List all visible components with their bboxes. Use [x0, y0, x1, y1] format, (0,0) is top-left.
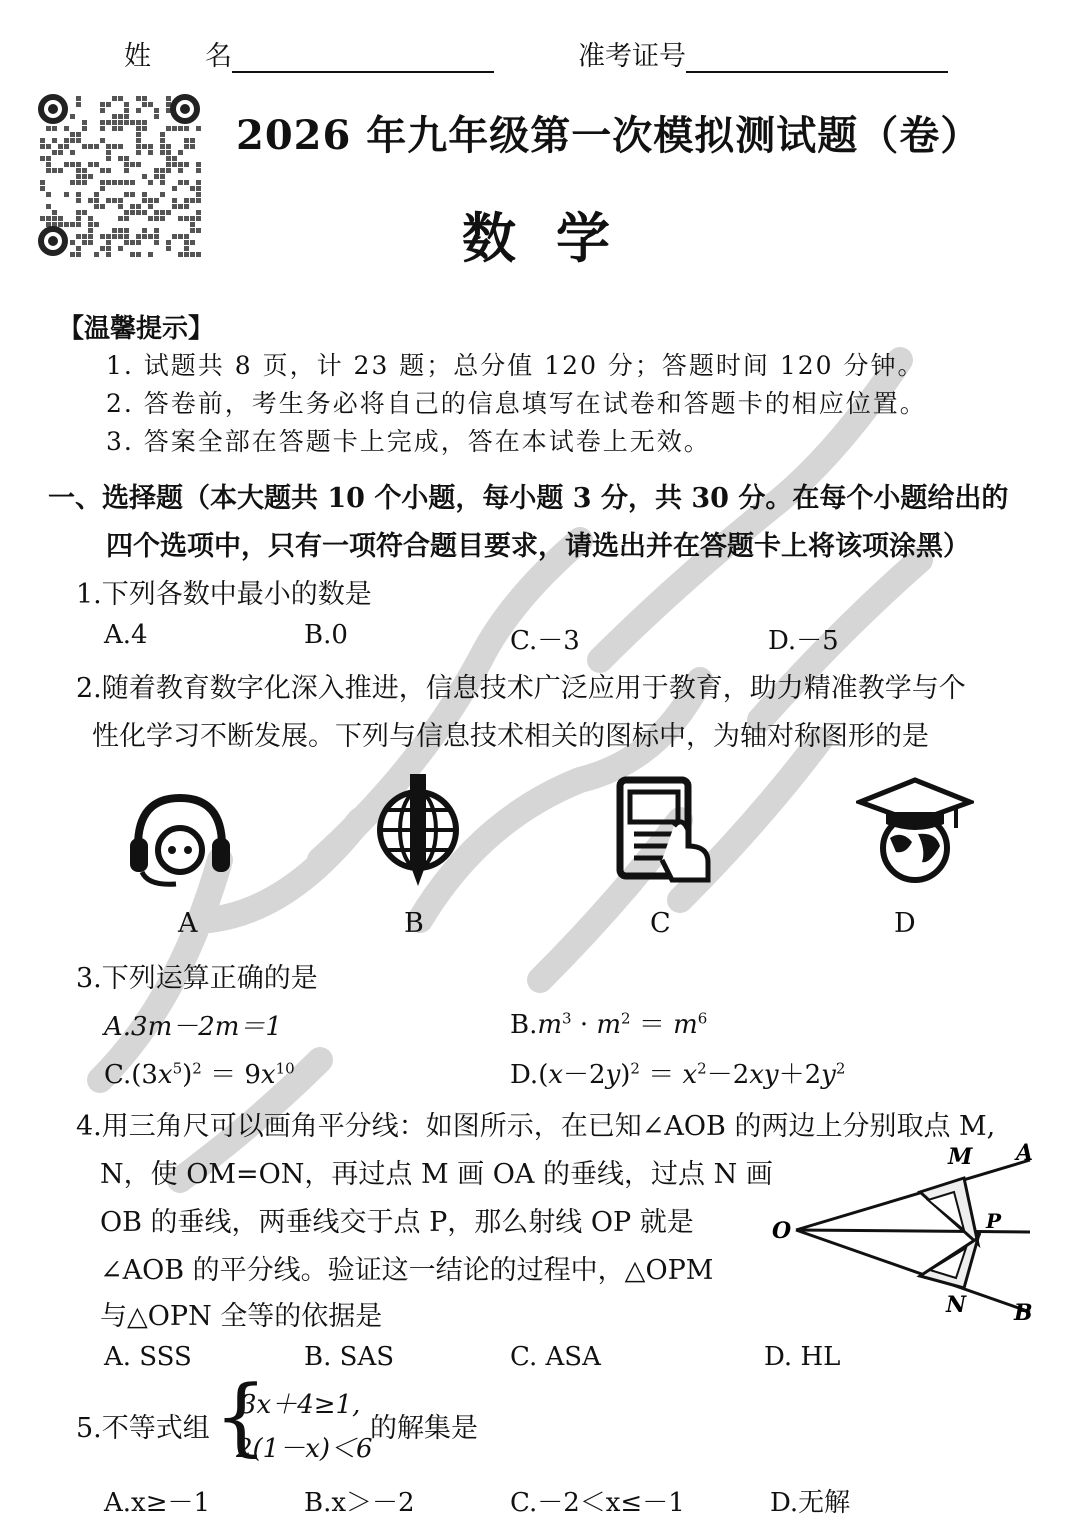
fig-label-m: M	[948, 1144, 973, 1170]
q5-inequality-2: 2(1－x)＜6	[236, 1434, 373, 1464]
q5-option-b: B.x＞－2	[304, 1488, 415, 1518]
fig-label-b: B	[1014, 1300, 1033, 1326]
fig-label-n: N	[946, 1292, 967, 1318]
name-blank[interactable]	[232, 41, 494, 73]
q4-line3: OB 的垂线，两垂线交于点 P，那么射线 OP 就是	[100, 1207, 694, 1238]
system-brace: {	[214, 1367, 268, 1465]
q4-option-b: B. SAS	[304, 1342, 395, 1372]
fig-label-a: A	[1016, 1140, 1034, 1166]
q3-stem: 3.下列运算正确的是	[76, 963, 318, 994]
q5-option-d: D.无解	[770, 1488, 851, 1518]
q5-option-c: C.－2＜x≤－1	[510, 1488, 685, 1518]
tip-3: 3. 答案全部在答题卡上完成，答在本试卷上无效。	[106, 427, 711, 456]
q2-line1: 2.随着教育数字化深入推进，信息技术广泛应用于教育，助力精准教学与个	[76, 673, 966, 704]
tip-1: 1. 试题共 8 页，计 23 题；总分值 120 分；答题时间 120 分钟。	[106, 351, 925, 380]
headphones-icon	[128, 790, 232, 890]
q1-option-b: B.0	[304, 620, 348, 650]
fig-label-p: P	[986, 1209, 1002, 1233]
section-heading-line1: 一、选择题（本大题共 10 个小题，每小题 3 分，共 30 分。在每个小题给出的	[48, 483, 1009, 514]
q4-line5: 与△OPN 全等的依据是	[100, 1301, 383, 1332]
fig-label-o: O	[772, 1218, 792, 1244]
q1-stem: 1.下列各数中最小的数是	[76, 579, 372, 610]
qr-code	[36, 92, 202, 258]
exam-number-label: 准考证号	[578, 34, 948, 73]
q3-option-b: $B.m^3 \cdot m^2 = m^6$	[510, 1009, 708, 1040]
exam-number-blank[interactable]	[686, 41, 948, 73]
q1-option-a: A.4	[104, 620, 148, 650]
q1-option-c: C.－3	[510, 626, 580, 656]
q4-line1: 4.用三角尺可以画角平分线：如图所示，在已知∠AOB 的两边上分别取点 M,	[76, 1111, 996, 1142]
q3-option-a: A.3m－2m＝1	[104, 1012, 282, 1042]
tablet-hand-icon	[612, 776, 712, 886]
q4-option-d: D. HL	[764, 1342, 841, 1372]
tip-2: 2. 答卷前，考生务必将自己的信息填写在试卷和答题卡的相应位置。	[106, 389, 927, 418]
q5-option-a: A.x≥－1	[104, 1488, 211, 1518]
section-heading-line2: 四个选项中，只有一项符合题目要求，请选出并在答题卡上将该项涂黑）	[106, 531, 970, 562]
q3-option-d: $D.(x-2y)^2 = x^2-2xy+2y^2$	[510, 1059, 846, 1090]
q4-line4: ∠AOB 的平分线。验证这一结论的过程中，△OPM	[100, 1255, 714, 1286]
angle-bisector-figure	[768, 1140, 1040, 1330]
q3-option-c: $C.(3x^5)^2 = 9x^{10}$	[104, 1059, 295, 1090]
q2-label-c: C	[650, 908, 671, 939]
q2-label-b: B	[404, 908, 424, 939]
q1-option-d: D.－5	[768, 626, 839, 656]
q4-line2: N，使 OM=ON，再过点 M 画 OA 的垂线，过点 N 画	[100, 1159, 773, 1190]
q2-label-a: A	[178, 908, 198, 939]
subject-title: 数学	[462, 206, 650, 270]
tips-heading: 【温馨提示】	[58, 314, 215, 344]
globe-pencil-icon	[372, 770, 464, 890]
q5-prefix: 5.不等式组	[76, 1413, 210, 1444]
q2-line2: 性化学习不断发展。下列与信息技术相关的图标中，为轴对称图形的是	[92, 721, 929, 752]
q5-inequality-1: 3x＋4≥1,	[240, 1390, 361, 1420]
name-label: 姓 名	[124, 34, 494, 73]
q4-option-c: C. ASA	[510, 1342, 601, 1372]
graduation-globe-icon	[856, 772, 974, 884]
q4-option-a: A. SSS	[104, 1342, 192, 1372]
exam-title: 2026 年九年级第一次模拟测试题（卷）	[236, 112, 982, 159]
q2-label-d: D	[894, 908, 916, 939]
q5-suffix: 的解集是	[370, 1413, 478, 1444]
